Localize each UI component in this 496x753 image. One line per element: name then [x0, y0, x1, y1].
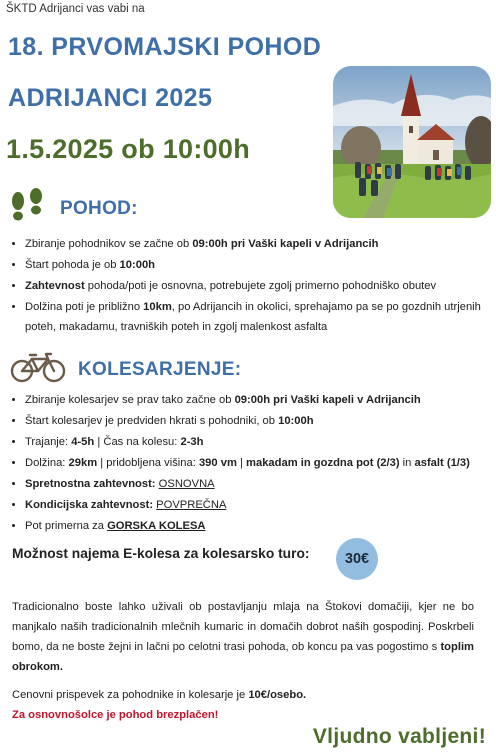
chapel-photo — [333, 66, 491, 218]
list-item: • Zahtevnost pohoda/poti je osnovna, potrebujete zgolj primerno pohodniško obutev — [25, 276, 496, 297]
event-title-line1: 18. PRVOMAJSKI POHOD — [8, 33, 322, 61]
pohod-title: POHOD: — [60, 197, 138, 219]
description-paragraph: Tradicionalno boste lahko uživali ob postavljanju mlaja na Štokovi domačiji, kjer ne bo manjkalo naših tradicionalnih mlečnih kumaric in domačih dobrot naših gospodinj. Poskrbeli bomo, da ne boste žejni in lačni po celotni trasi pohoda, ob koncu pa vas pogostimo s toplim obrokom. — [12, 601, 474, 673]
fee-line: Cenovni prispevek za pohodnike in kolesarje je 10€/osebo. — [12, 689, 307, 701]
kolesarjenje-heading — [10, 351, 241, 388]
list-item: • Dolžina: 29km | pridobljena višina: 390 vm | makadam in gozdna pot (2/3) in asfalt (1/3) — [25, 453, 496, 474]
list-item: • Dolžina poti je približno 10km, po Adrijancih in okolici, sprehajamo pa se po gozdnih utrjenih poteh, makadamu, travniških poteh in zgolj malenkost asfalta — [25, 297, 496, 337]
list-item: • Štart kolesarjev je predviden hkrati s pohodniki, ob 10:00h — [25, 411, 496, 432]
bicycle-icon — [10, 351, 66, 388]
list-item: • Zbiranje pohodnikov se začne ob 09:00h pri Vaški kapeli v Adrijancih — [25, 234, 496, 255]
event-title-line2: ADRIJANCI 2025 — [8, 84, 213, 112]
closing-greeting: Vljudno vabljeni! — [312, 725, 486, 748]
list-item: • Trajanje: 4-5h | Čas na kolesu: 2-3h — [25, 432, 496, 453]
free-for-pupils-note: Za osnovnošolce je pohod brezplačen! — [12, 709, 219, 721]
list-item: • Kondicijska zahtevnost: POVPREČNA — [25, 495, 496, 516]
list-item: • Štart pohoda je ob 10:00h — [25, 255, 496, 276]
pohod-heading — [8, 188, 138, 229]
kolesarjenje-list — [7, 390, 496, 537]
list-item: • Zbiranje kolesarjev se prav tako začne ob 09:00h pri Vaški kapeli v Adrijancih — [25, 390, 496, 411]
kolesarjenje-title: KOLESARJENJE: — [78, 358, 242, 380]
pohod-list — [7, 234, 496, 337]
event-datetime: 1.5.2025 ob 10:00h — [6, 134, 251, 164]
ebike-rental-text: Možnost najema E-kolesa za kolesarsko turo: — [12, 546, 310, 561]
organizer-line: ŠKTD Adrijanci vas vabi na — [6, 3, 145, 15]
list-item: • Spretnostna zahtevnost: OSNOVNA — [25, 474, 496, 495]
footprints-icon — [8, 188, 48, 229]
price-badge: 30€ — [336, 538, 378, 580]
list-item: • Pot primerna za GORSKA KOLESA — [25, 516, 496, 537]
